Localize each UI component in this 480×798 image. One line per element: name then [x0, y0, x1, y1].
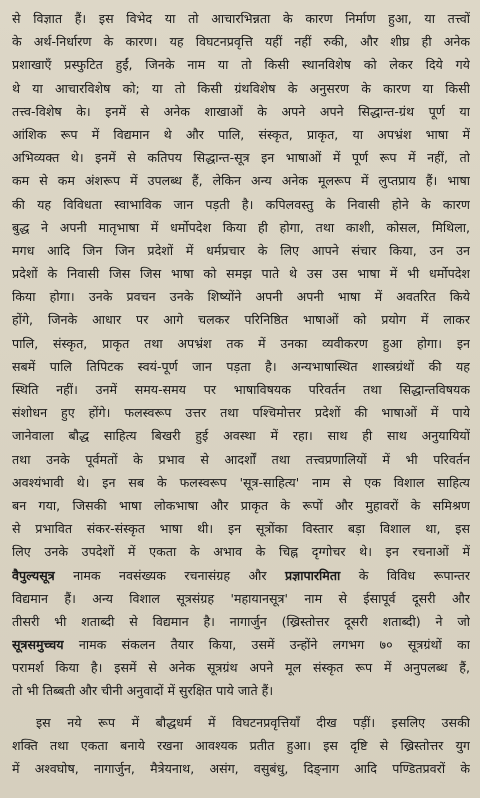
paragraph-gap — [12, 703, 470, 711]
text-line: प्रशाखाएँ प्रस्फुटित हुईं, जिनके नाम या तो किसी स्थानविशेष को लेकर दिये गये — [12, 57, 470, 73]
text-line: किया होगा। उनके प्रवचन उनके शिष्योंने अपनी अपनी भाषा में अवतरित किये — [12, 289, 470, 305]
text-line: कम से कम अंशरूप में उपलब्ध हैं, लेकिन अन्य अनेक मूलरूप में लुप्तप्राय हैं। भाषा — [12, 173, 470, 189]
text-line: स्थिति नहीं। उनमें समय-समय पर भाषाविषयक परिवर्तन तथा सिद्धान्तविषयक — [12, 382, 470, 397]
text-line: प्रदेशों के निवासी जिस जिस भाषा को समझ पाते थे उस उस भाषा में भी धर्मोपदेश — [12, 266, 470, 282]
text-span: नामक संकलन तैयार किया, उसमें उन्होंने लगभग ७० सूत्रग्रंथों का — [63, 637, 470, 653]
text-line: तीसरी भी शताब्दी से विद्यमान है। नागार्जुन (ख्रिस्तोत्तर दूसरी शताब्दी) ने जो — [12, 613, 470, 629]
paragraph — [12, 711, 470, 781]
text-line: अभिव्यक्त थे। इनमें से कतिपय सिद्धान्त-सूत्र इन भाषाओं में पूर्ण रूप में नहीं, तो — [12, 150, 470, 166]
text-line: बुद्ध ने अपनी मातृभाषा में धर्मोपदेश किया ही होगा, तथा काशी, कोसल, मिथिला, — [12, 219, 470, 235]
text-line: में अश्वघोष, नागार्जुन, मैत्रेयनाथ, असंग, वसुबंधु, दिङ्नाग आदि पण्डितप्रवरों के — [12, 761, 470, 776]
bold-term: वैपुल्यसूत्र — [12, 567, 55, 583]
text-line: सबमें पालि तिपिटक स्वयं-पूर्ण जान पड़ता है। अन्यभाषास्थित शास्त्रग्रंथों की यह — [12, 358, 470, 374]
text-line: इस नये रूप में बौद्धधर्म में विघटनप्रवृत्तियाँ दीख पड़ीं। इसलिए उसकी — [36, 714, 470, 730]
text-line: पालि, संस्कृत, प्राकृत तथा अपभ्रंश तक में उनका व्यवीकरण हुआ होगा। इन — [12, 335, 470, 351]
text-span: के विविध रूपान्तर — [340, 567, 470, 583]
text-line: थे या आचारविशेष को; या तो किसी ग्रंथविशेष के अनुसरण के कारण या किसी — [12, 80, 470, 96]
text-line: से प्रभावित संकर-संस्कृत भाषा थी। इन सूत्रोंका विस्तार बड़ा विशाल था, इस — [12, 521, 470, 537]
text-line: के अर्थ-निर्धारण के कारण। यह विघटनप्रवृत्ति यहीं नहीं रुकी, और शीघ्र ही अनेक — [12, 34, 470, 50]
text-span: नामक नवसंख्यक रचनासंग्रह और — [54, 567, 285, 583]
text-line: होंगे, जिनके आधार पर आगे चलकर परिनिष्ठित भाषाओं को प्रयोग में लाकर — [12, 312, 470, 328]
bold-term: सूत्रसमुच्चय — [12, 637, 64, 653]
paragraph — [12, 7, 470, 703]
text-line: तत्त्व-विशेष के। इनमें से अनेक शाखाओं के अपने अपने सिद्धान्त-ग्रंथ पूर्ण या — [12, 103, 470, 119]
text-line: अवश्यंभावी थे। इन सब के फलस्वरूप 'सूत्र-साहित्य' नाम से एक विशाल साहित्य — [12, 474, 470, 490]
text-line — [12, 564, 470, 587]
text-line — [12, 633, 470, 656]
text-line: विद्यमान हैं। अन्य विशाल सूत्रसंग्रह 'महायानसूत्र' नाम से ईसापूर्व दूसरी और — [12, 590, 470, 606]
text-line: तो भी तिब्बती और चीनी अनुवादों में सुरक्षित पाये जाते हैं। — [12, 683, 274, 699]
text-line: मगध आदि जिन जिन प्रदेशों में धर्मप्रचार के लिए आपने संचार किया, उन उन — [12, 242, 470, 258]
text-line: शक्ति तथा एकता बनाये रखना आवश्यक प्रतीत हुआ। इस दृष्टि से ख्रिस्तोत्तर युग — [12, 737, 470, 753]
text-line: से विज्ञात हैं। इस विभेद या तो आचारभिन्नता के कारण निर्माण हुआ, या तत्त्वों — [12, 11, 470, 26]
text-line: बन गया, जिसकी भाषा लोकभाषा और प्राकृत के रूपों और मुहावरों के समिश्रण — [12, 497, 470, 513]
text-line: संशोधन हुए होंगे। फलस्वरूप उत्तर तथा पश्चिमोत्तर प्रदेशों की भाषाओं में पाये — [12, 405, 470, 421]
text-line: तथा उनके पूर्वमतों के प्रभाव से आदर्शों तथा तत्त्वप्रणालियों में भी परिवर्तन — [12, 451, 470, 467]
text-line: लिए उनके उपदेशों में एकता के अभाव के चिह्न दृग्गोचर थे। इन रचनाओं में — [12, 544, 470, 560]
text-line: की यह विविधता स्वाभाविक जान पड़ती है। कपिलवस्तु के निवासी होने के कारण — [12, 196, 470, 212]
text-line: जानेवाला बौद्ध साहित्य बिखरी हुई अवस्था में रहा। साथ ही साथ अनुयायियों — [12, 428, 470, 444]
bold-term: प्रज्ञापारमिता — [284, 567, 341, 583]
text-line: आंशिक रूप में विद्यमान थे और पालि, संस्कृत, प्राकृत, या अपभ्रंश भाषा में — [12, 126, 470, 142]
text-line: परामर्श किया है। इसमें से अनेक सूत्रग्रंथ अपने मूल संस्कृत रूप में अनुपलब्ध हैं, — [12, 660, 470, 676]
